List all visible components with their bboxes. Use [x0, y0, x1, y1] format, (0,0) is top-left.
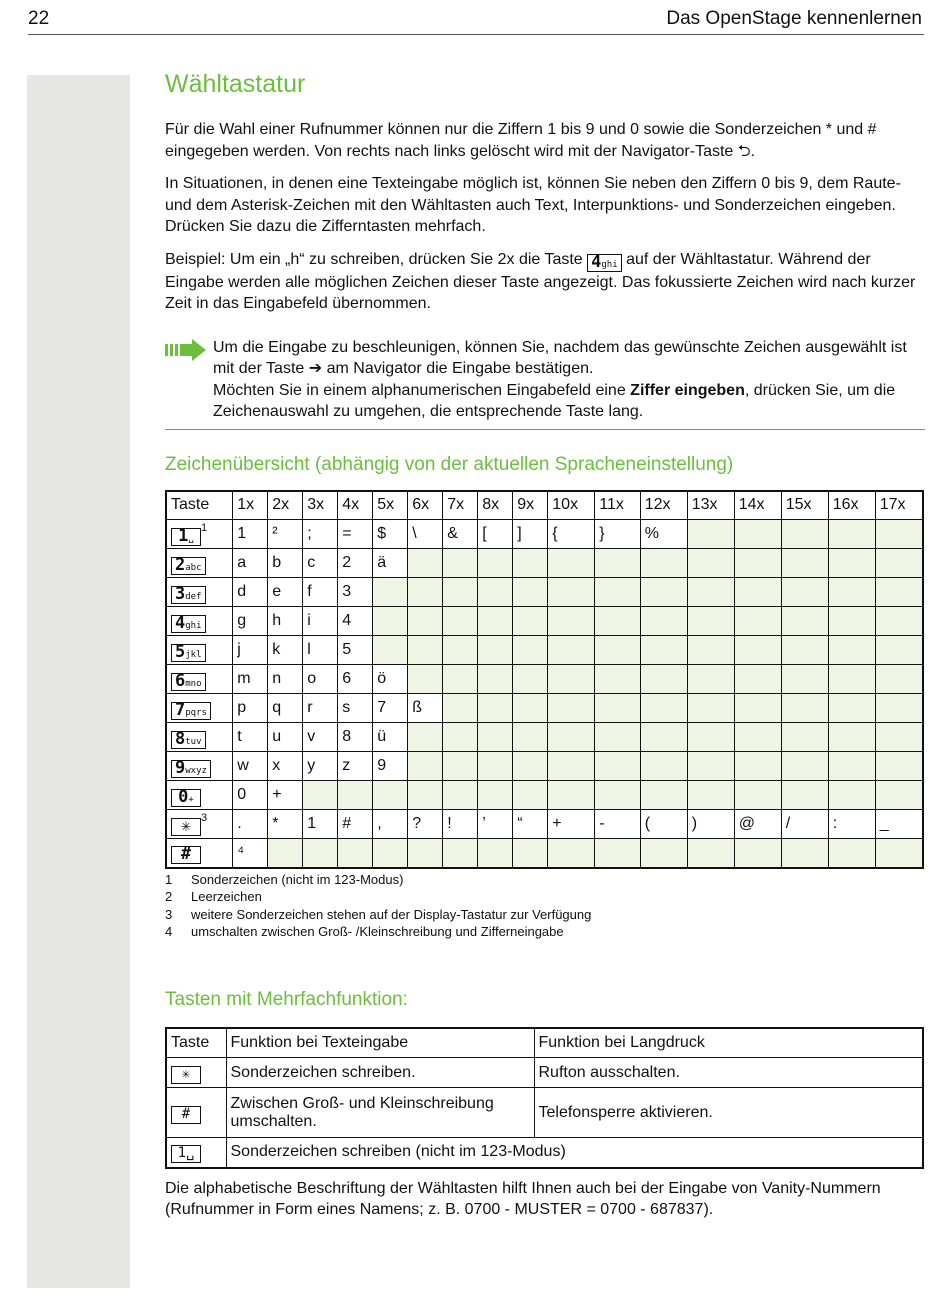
char-cell: 1 — [303, 810, 338, 839]
multifunction-table — [165, 1027, 924, 1169]
empty-cell — [408, 723, 443, 752]
char-cell: ( — [640, 810, 687, 839]
table-row — [166, 520, 923, 549]
text-function-cell: Zwischen Groß- und Kleinschreibung umschalten. — [226, 1088, 534, 1138]
char-cell: r — [303, 694, 338, 723]
empty-cell — [687, 665, 734, 694]
empty-cell — [781, 607, 828, 636]
key-8-icon: 8tuv — [171, 731, 206, 749]
empty-cell — [781, 578, 828, 607]
empty-cell — [373, 839, 408, 868]
col-header: 8x — [478, 491, 513, 520]
empty-cell — [875, 839, 923, 868]
col-header: Funktion bei Texteingabe — [226, 1028, 534, 1058]
empty-cell — [640, 549, 687, 578]
col-header: 3x — [303, 491, 338, 520]
page-number: 22 — [28, 8, 50, 29]
empty-cell — [478, 665, 513, 694]
empty-cell — [781, 665, 828, 694]
char-cell: o — [303, 665, 338, 694]
char-cell: 5 — [338, 636, 373, 665]
empty-cell — [828, 752, 875, 781]
char-cell: j — [233, 636, 268, 665]
empty-cell — [781, 694, 828, 723]
empty-cell — [781, 636, 828, 665]
empty-cell — [734, 781, 781, 810]
empty-cell — [443, 781, 478, 810]
char-cell: $ — [373, 520, 408, 549]
sidebar-band — [27, 75, 130, 1288]
empty-cell — [408, 549, 443, 578]
char-cell: d — [233, 578, 268, 607]
char-cell: “ — [513, 810, 548, 839]
col-header: 17x — [875, 491, 923, 520]
key-cell: ✳ $^3$ — [166, 810, 233, 839]
empty-cell — [640, 781, 687, 810]
empty-cell — [548, 607, 595, 636]
key-7-icon: 7pqrs — [171, 702, 211, 720]
empty-cell — [478, 781, 513, 810]
empty-cell — [373, 607, 408, 636]
char-cell: 6 — [338, 665, 373, 694]
empty-cell — [513, 549, 548, 578]
empty-cell — [687, 781, 734, 810]
key-icon: ✳ — [171, 1066, 201, 1084]
char-cell: 1 — [233, 520, 268, 549]
table-row — [166, 781, 923, 810]
empty-cell — [781, 723, 828, 752]
char-cell: ⁴ — [233, 839, 268, 868]
empty-cell — [595, 578, 640, 607]
empty-cell — [408, 665, 443, 694]
empty-cell — [548, 752, 595, 781]
table-row — [166, 723, 923, 752]
empty-cell — [828, 781, 875, 810]
char-cell: ] — [513, 520, 548, 549]
empty-cell — [734, 549, 781, 578]
key-cell — [166, 578, 233, 607]
empty-cell — [478, 636, 513, 665]
empty-cell — [875, 752, 923, 781]
empty-cell — [548, 578, 595, 607]
char-cell: + — [548, 810, 595, 839]
char-cell: 0 — [233, 781, 268, 810]
empty-cell — [875, 781, 923, 810]
table-row — [166, 1058, 923, 1088]
char-cell: ; — [303, 520, 338, 549]
char-cell: w — [233, 752, 268, 781]
empty-cell — [373, 578, 408, 607]
empty-cell — [548, 839, 595, 868]
empty-cell — [781, 752, 828, 781]
footnote: 4 umschalten zwischen Groß- /Kleinschreibung und Zifferneingabe — [165, 924, 564, 939]
char-cell: y — [303, 752, 338, 781]
char-cell: } — [595, 520, 640, 549]
char-cell: ² — [268, 520, 303, 549]
char-cell: / — [781, 810, 828, 839]
empty-cell — [781, 781, 828, 810]
empty-cell — [781, 839, 828, 868]
char-cell: . — [233, 810, 268, 839]
empty-cell — [548, 665, 595, 694]
empty-cell — [513, 752, 548, 781]
key-cell — [166, 1058, 226, 1088]
key-icon: 1␣ — [171, 1145, 201, 1163]
char-cell: ö — [373, 665, 408, 694]
empty-cell — [478, 578, 513, 607]
char-cell: s — [338, 694, 373, 723]
empty-cell — [828, 723, 875, 752]
empty-cell — [828, 839, 875, 868]
char-cell: g — [233, 607, 268, 636]
char-cell: p — [233, 694, 268, 723]
char-cell: u — [268, 723, 303, 752]
key-icon: # — [171, 1106, 201, 1124]
empty-cell — [478, 607, 513, 636]
text-function-cell: Sonderzeichen schreiben (nicht im 123-Modus) — [226, 1138, 923, 1168]
footnote: 3 weitere Sonderzeichen stehen auf der Display-Tastatur zur Verfügung — [165, 906, 592, 922]
empty-cell — [595, 839, 640, 868]
tip-arrow-icon — [165, 339, 207, 361]
char-cell: ß — [408, 694, 443, 723]
key-#-icon: # — [171, 846, 201, 864]
char-cell: \ — [408, 520, 443, 549]
char-cell: + — [268, 781, 303, 810]
char-cell: { — [548, 520, 595, 549]
col-header: Funktion bei Langdruck — [534, 1028, 923, 1058]
char-cell: 4 — [338, 607, 373, 636]
char-cell: h — [268, 607, 303, 636]
char-cell: ) — [687, 810, 734, 839]
empty-cell — [875, 520, 923, 549]
empty-cell — [513, 839, 548, 868]
empty-cell — [734, 665, 781, 694]
empty-cell — [734, 694, 781, 723]
empty-cell — [687, 607, 734, 636]
empty-cell — [687, 549, 734, 578]
key-cell — [166, 549, 233, 578]
long-press-cell: Telefonsperre aktivieren. — [534, 1088, 923, 1138]
col-header: 1x — [233, 491, 268, 520]
char-cell: @ — [734, 810, 781, 839]
empty-cell — [687, 839, 734, 868]
col-header: 14x — [734, 491, 781, 520]
key-cell — [166, 694, 233, 723]
char-cell: ? — [408, 810, 443, 839]
empty-cell — [640, 723, 687, 752]
empty-cell — [595, 607, 640, 636]
col-header: 16x — [828, 491, 875, 520]
empty-cell — [640, 694, 687, 723]
empty-cell — [687, 694, 734, 723]
empty-cell — [373, 636, 408, 665]
page-content — [165, 70, 925, 1221]
char-cell: n — [268, 665, 303, 694]
key-0-icon: 0+ — [171, 789, 201, 807]
empty-cell — [595, 665, 640, 694]
empty-cell — [687, 723, 734, 752]
key-5-icon: 5jkl — [171, 644, 206, 662]
empty-cell — [513, 781, 548, 810]
col-header: 7x — [443, 491, 478, 520]
char-cell: , — [373, 810, 408, 839]
empty-cell — [268, 839, 303, 868]
empty-cell — [734, 723, 781, 752]
key-6-icon: 6mno — [171, 673, 206, 691]
empty-cell — [640, 752, 687, 781]
empty-cell — [781, 520, 828, 549]
key-cell — [166, 723, 233, 752]
char-cell: ! — [443, 810, 478, 839]
char-cell: ü — [373, 723, 408, 752]
character-table — [165, 490, 924, 869]
empty-cell — [513, 578, 548, 607]
char-cell: b — [268, 549, 303, 578]
char-cell: 8 — [338, 723, 373, 752]
key-1-icon: 1␣ — [171, 528, 201, 546]
empty-cell — [640, 839, 687, 868]
empty-cell — [828, 665, 875, 694]
col-header: 10x — [548, 491, 595, 520]
empty-cell — [408, 752, 443, 781]
empty-cell — [734, 520, 781, 549]
empty-cell — [408, 636, 443, 665]
key-4-icon: 4ghi — [171, 615, 206, 633]
empty-cell — [548, 549, 595, 578]
char-cell: : — [828, 810, 875, 839]
empty-cell — [640, 607, 687, 636]
table-row — [166, 752, 923, 781]
char-cell: k — [268, 636, 303, 665]
empty-cell — [548, 694, 595, 723]
empty-cell — [408, 578, 443, 607]
char-cell: = — [338, 520, 373, 549]
empty-cell — [338, 781, 373, 810]
empty-cell — [875, 665, 923, 694]
empty-cell — [443, 607, 478, 636]
char-cell: v — [303, 723, 338, 752]
char-cell: ’ — [478, 810, 513, 839]
table-row — [166, 636, 923, 665]
section-title-mehrfachfunktion: Tasten mit Mehrfachfunktion: — [165, 988, 408, 1010]
running-title: Das OpenStage kennenlernen — [666, 8, 922, 29]
col-header: 9x — [513, 491, 548, 520]
paragraph-2: In Situationen, in denen eine Texteingabe möglich ist, können Sie neben den Ziffern 0 bis 9, dem Raute- und dem Asterisk-Zeichen mit den Wähltasten auch Text, Interpunktions- und Sonderzeichen eingeben. Drücken Sie dazu die Zifferntasten mehrfach. — [165, 175, 901, 235]
table-row — [166, 607, 923, 636]
col-header: 13x — [687, 491, 734, 520]
closing-paragraph: Die alphabetische Beschriftung der Wähltasten hilft Ihnen auch bei der Eingabe von Vanity-Nummern (Rufnummer in Form eines Namens; z. B. 0700 - MUSTER = 0700 - 687837). — [165, 1179, 881, 1218]
char-cell: - — [595, 810, 640, 839]
text-function-cell: Sonderzeichen schreiben. — [226, 1058, 534, 1088]
empty-cell — [828, 694, 875, 723]
char-cell: f — [303, 578, 338, 607]
key-cell — [166, 1138, 226, 1168]
empty-cell — [408, 607, 443, 636]
empty-cell — [595, 549, 640, 578]
key-cell — [166, 839, 233, 868]
char-cell: * — [268, 810, 303, 839]
empty-cell — [595, 694, 640, 723]
table-row — [166, 810, 923, 839]
long-press-cell: Rufton ausschalten. — [534, 1058, 923, 1088]
tip-note: Um die Eingabe zu beschleunigen, können Sie, nachdem das gewünschte Zeichen ausgewählt ist mit der Taste ➔ am Navigator die Eingabe bestätigen. Möchten Sie in einem alphanumerischen Eingabefeld eine Ziffer eingeben, drücken Sie, um die Zeichenauswahl zu umgehen, die entsprechende Taste lang. — [165, 333, 925, 430]
empty-cell — [734, 752, 781, 781]
empty-cell — [828, 520, 875, 549]
char-cell: 3 — [338, 578, 373, 607]
back-arrow-icon: ⮌ — [737, 142, 751, 160]
empty-cell — [443, 839, 478, 868]
key-cell — [166, 665, 233, 694]
table-row — [166, 549, 923, 578]
key-cell — [166, 752, 233, 781]
footnote: 2 Leerzeichen — [165, 889, 262, 904]
paragraph-3: Beispiel: Um ein „h“ zu schreiben, drücken Sie 2x die Taste 4ghi auf der Wähltastatur. Während der Eingabe werden alle möglichen Zeichen dieser Taste angezeigt. Das fokussierte Zeichen wird nach kurzer Zeit in das Eingabefeld übernommen. — [165, 250, 916, 312]
char-cell: t — [233, 723, 268, 752]
empty-cell — [875, 578, 923, 607]
empty-cell — [513, 607, 548, 636]
col-header: 6x — [408, 491, 443, 520]
empty-cell — [478, 694, 513, 723]
empty-cell — [443, 723, 478, 752]
empty-cell — [408, 781, 443, 810]
empty-cell — [595, 636, 640, 665]
right-arrow-icon: ➔ — [308, 360, 323, 377]
empty-cell — [303, 839, 338, 868]
char-cell: ä — [373, 549, 408, 578]
empty-cell — [828, 636, 875, 665]
char-cell: [ — [478, 520, 513, 549]
empty-cell — [548, 781, 595, 810]
empty-cell — [443, 578, 478, 607]
empty-cell — [443, 752, 478, 781]
empty-cell — [734, 578, 781, 607]
empty-cell — [443, 636, 478, 665]
key-4-ghi-icon: 4ghi — [587, 254, 622, 272]
empty-cell — [687, 752, 734, 781]
key-cell — [166, 636, 233, 665]
col-header: 12x — [640, 491, 687, 520]
table-row — [166, 839, 923, 868]
section-title-waehltastatur: Wähltastatur — [165, 70, 306, 98]
col-header: 15x — [781, 491, 828, 520]
empty-cell — [828, 607, 875, 636]
empty-cell — [640, 636, 687, 665]
char-cell: c — [303, 549, 338, 578]
char-cell: e — [268, 578, 303, 607]
empty-cell — [595, 723, 640, 752]
key-cell: 1␣$^1$ — [166, 520, 233, 549]
empty-cell — [513, 665, 548, 694]
empty-cell — [687, 578, 734, 607]
empty-cell — [875, 636, 923, 665]
char-cell: 2 — [338, 549, 373, 578]
empty-cell — [513, 723, 548, 752]
empty-cell — [781, 549, 828, 578]
empty-cell — [478, 723, 513, 752]
empty-cell — [640, 578, 687, 607]
footnotes — [165, 871, 925, 941]
char-cell: x — [268, 752, 303, 781]
empty-cell — [443, 549, 478, 578]
paragraph-1: Für die Wahl einer Rufnummer können nur die Ziffern 1 bis 9 und 0 sowie die Sonderzeichen * und # eingegeben werden. Von rechts nach links gelöscht wird mit der Navigator-Taste ⮌. — [165, 121, 877, 160]
empty-cell — [640, 665, 687, 694]
table-row — [166, 1088, 923, 1138]
empty-cell — [373, 781, 408, 810]
key-cell — [166, 781, 233, 810]
empty-cell — [875, 607, 923, 636]
key-9-icon: 9wxyz — [171, 760, 211, 778]
empty-cell — [734, 636, 781, 665]
char-cell: z — [338, 752, 373, 781]
table-row — [166, 694, 923, 723]
key-3-icon: 3def — [171, 586, 206, 604]
empty-cell — [548, 723, 595, 752]
empty-cell — [595, 752, 640, 781]
char-cell: m — [233, 665, 268, 694]
empty-cell — [734, 607, 781, 636]
empty-cell — [513, 694, 548, 723]
empty-cell — [548, 636, 595, 665]
key-✳-icon: ✳ — [171, 818, 201, 836]
table-row — [166, 578, 923, 607]
empty-cell — [828, 549, 875, 578]
empty-cell — [687, 636, 734, 665]
col-header: 11x — [595, 491, 640, 520]
empty-cell — [408, 839, 443, 868]
char-cell: l — [303, 636, 338, 665]
char-cell: a — [233, 549, 268, 578]
key-cell — [166, 1088, 226, 1138]
char-cell: q — [268, 694, 303, 723]
empty-cell — [875, 694, 923, 723]
footnote: 1 Sonderzeichen (nicht im 123-Modus) — [165, 871, 404, 887]
char-cell: i — [303, 607, 338, 636]
empty-cell — [875, 723, 923, 752]
empty-cell — [595, 781, 640, 810]
empty-cell — [303, 781, 338, 810]
header-rule — [28, 34, 924, 35]
empty-cell — [443, 694, 478, 723]
col-header: 5x — [373, 491, 408, 520]
empty-cell — [687, 520, 734, 549]
char-cell: 9 — [373, 752, 408, 781]
empty-cell — [443, 665, 478, 694]
key-2-icon: 2abc — [171, 557, 206, 575]
col-header-taste: Taste — [166, 491, 233, 520]
char-cell: _ — [875, 810, 923, 839]
char-cell: 7 — [373, 694, 408, 723]
table-row — [166, 1138, 923, 1168]
char-cell: # — [338, 810, 373, 839]
empty-cell — [478, 549, 513, 578]
empty-cell — [478, 839, 513, 868]
empty-cell — [828, 578, 875, 607]
col-header: 2x — [268, 491, 303, 520]
col-header: 4x — [338, 491, 373, 520]
char-cell: % — [640, 520, 687, 549]
col-header: Taste — [166, 1028, 226, 1058]
section-title-zeichenuebersicht: Zeichenübersicht (abhängig von der aktuellen Spracheneinstellung) — [165, 453, 734, 475]
empty-cell — [734, 839, 781, 868]
key-cell — [166, 607, 233, 636]
char-cell: & — [443, 520, 478, 549]
table-row — [166, 665, 923, 694]
empty-cell — [478, 752, 513, 781]
empty-cell — [875, 549, 923, 578]
empty-cell — [513, 636, 548, 665]
empty-cell — [338, 839, 373, 868]
